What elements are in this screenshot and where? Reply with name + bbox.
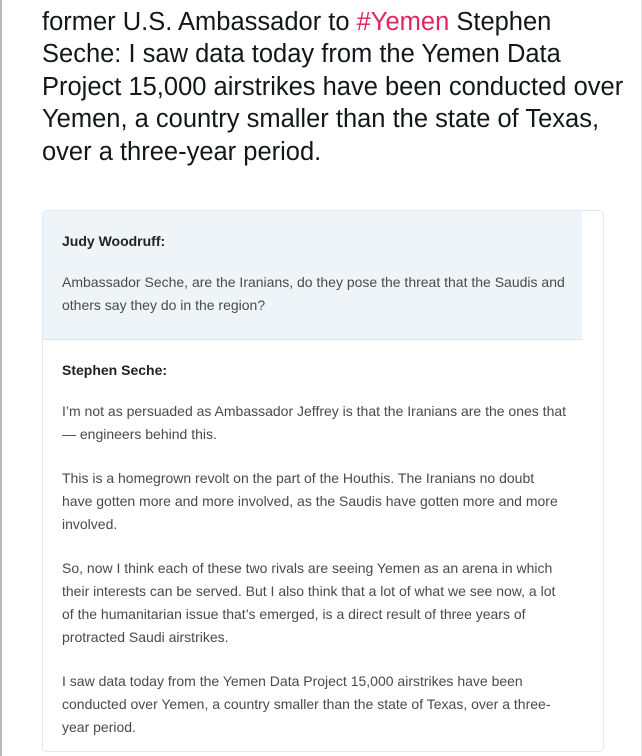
transcript-card[interactable] <box>42 210 604 752</box>
question-text: Ambassador Seche, are the Iranians, do they pose the threat that the Saudis and others say they do in the region? <box>62 274 565 313</box>
answer-paragraph: So, now I think each of these two rivals are seeing Yemen as an arena in which their interests can be served. But I also think that a lot of what we see now, a lot of the humanitarian issue that’s emerged, is a direct result of three years of protracted Saudi airstrikes. <box>62 560 556 645</box>
question-block <box>43 211 582 340</box>
question-speaker: Judy Woodruff: <box>62 233 166 249</box>
left-divider <box>0 0 2 756</box>
answer-paragraph: I saw data today from the Yemen Data Project 15,000 airstrikes have been conducted over Yemen, a country smaller than the state of Texas, over a three-year period. <box>62 673 551 735</box>
answer-paragraph: I’m not as persuaded as Ambassador Jeffrey is that the Iranians are the ones that — engineers behind this. <box>62 403 567 442</box>
answer-speaker: Stephen Seche: <box>62 362 168 378</box>
tweet-text-after: Stephen Seche: I saw data today from the Yemen Data Project 15,000 airstrikes have been conducted over Yemen, a country smaller than the state of Texas, over a three-year period. <box>42 8 624 166</box>
tweet-text-before: former U.S. Ambassador to <box>42 8 357 36</box>
tweet-text <box>42 6 632 168</box>
hashtag-link[interactable]: #Yemen <box>356 8 450 36</box>
answer-paragraph: This is a homegrown revolt on the part of the Houthis. The Iranians no doubt have gotten more and more involved, as the Saudis have gotten more and more involved. <box>62 470 558 532</box>
